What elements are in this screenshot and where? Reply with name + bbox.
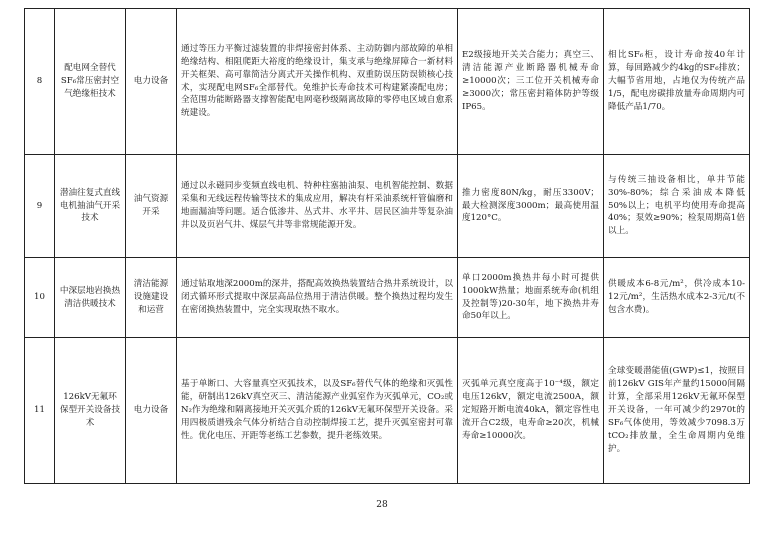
- tech-field: 电力设备: [126, 9, 177, 155]
- table-row: [25, 258, 750, 338]
- tech-name: 126kV无氟环保型开关设备技术: [55, 338, 126, 484]
- tech-benefits: 相比SF₆柜，设计寿命按40年计算，每回路减少约4kg的SF₆排放；大幅节省用地，占地仅为传统产品1/5，配电房碳排放量寿命周期内可降低产品1/70。: [604, 9, 750, 155]
- row-number: 8: [25, 9, 55, 155]
- tech-parameters: 灭弧单元真空度高于10⁻⁴级，额定电压126kV，额定电流2500A，额定短路开断电流40kA，额定容性电流开合C2级，电寿命≥20次，机械寿命≥10000次。: [458, 338, 604, 484]
- tech-benefits: 供暖成本6-8元/m²，供冷成本10-12元/m²，生活热水成本2-3元/t(不包含水费)。: [604, 258, 750, 338]
- tech-parameters: 单口2000m换热井每小时可提供1000kW热量；地面系统寿命(机组及控制等)20-30年，地下换热井寿命50年以上。: [458, 258, 604, 338]
- tech-description: 基于单断口、大容量真空灭弧技术，以及SF₆替代气体的绝缘和灭弧性能，研制出126kV真空灭三、清洁能源产业弧室作为灭弧单元，CO₂或N₂作为绝缘和隔离接地开关灭弧介质的126kV无氟环保型开关设备。采用四极质谱残余气体分析结合自动控制焊接工艺，提升灭弧室密封可靠性。优化电压、开距等老练工艺参数，提升老练效果。: [177, 338, 458, 484]
- tech-field: 清洁能源设施建设和运营: [126, 258, 177, 338]
- table-row: [25, 9, 750, 155]
- row-number: 9: [25, 155, 55, 258]
- tech-name: 中深层地岩换热清洁供暖技术: [55, 258, 126, 338]
- tech-name: 潜油往复式直线电机抽油气开采技术: [55, 155, 126, 258]
- row-number: 10: [25, 258, 55, 338]
- tech-field: 油气资源开采: [126, 155, 177, 258]
- table-row: [25, 338, 750, 484]
- tech-description: 通过钻取地深2000m的深井，搭配高效换热装置结合热井系统设计，以闭式循环形式提取中深层高品位热用于清洁供暖。整个换热过程均发生在密闭换热装置中，完全实现取热不取水。: [177, 258, 458, 338]
- technology-table: [24, 8, 750, 484]
- tech-name: 配电网全替代SF₆常压密封空气绝缘柜技术: [55, 9, 126, 155]
- table-row: [25, 155, 750, 258]
- tech-parameters: 推力密度80N/kg，耐压3300V；最大检测深度3000m；最高使用温度120°C。: [458, 155, 604, 258]
- tech-parameters: E2级接地开关关合能力；真空三、清洁能源产业断路器机械寿命≥10000次；三工位开关机械寿命≥3000次；常压密封箱体防护等级IP65。: [458, 9, 604, 155]
- row-number: 11: [25, 338, 55, 484]
- page-number: 28: [376, 500, 388, 510]
- tech-field: 电力设备: [126, 338, 177, 484]
- tech-benefits: 全球变暖潜能值(GWP)≤1，按照目前126kV GIS年产量约15000间隔计算，全部采用126kV无氟环保型开关设备，一年可减少约2970t的SF₆气体使用，等效减少7098.3万tCO₂排放量，全生命周期内免维护。: [604, 338, 750, 484]
- tech-description: 通过等压力平衡过滤装置的非焊接密封体系、主动防御内部故障的单相绝缘结构、相阻爬距大裕度的绝缘设计，集支承与绝缘屏障合一新材料开关框架、高可靠简洁分离式开关操作机构、双重防误压防误锁核心技术，实现配电网SF₆全部替代。免维护长寿命技术可构建紧凑配电房；全范围功能断路器支撑智能配电网毫秒级隔离故障的零停电区域自愈系统建设。: [177, 9, 458, 155]
- tech-benefits: 与传统三抽设备相比，单井节能30%-80%；综合采油成本降低50%以上；电机平均使用寿命提高40%；泵效≥90%；检泵周期高1倍以上。: [604, 155, 750, 258]
- tech-description: 通过以永磁同步变频直线电机、特种柱塞抽油泵、电机智能控制、数据采集和无线远程传输等技术的集成应用，解决有杆采油系统杆管偏磨和地面漏油等问题。适合低渗井、丛式井、水平井、居民区油井等复杂油井以及页岩气井、煤层气井等非常规能源开发。: [177, 155, 458, 258]
